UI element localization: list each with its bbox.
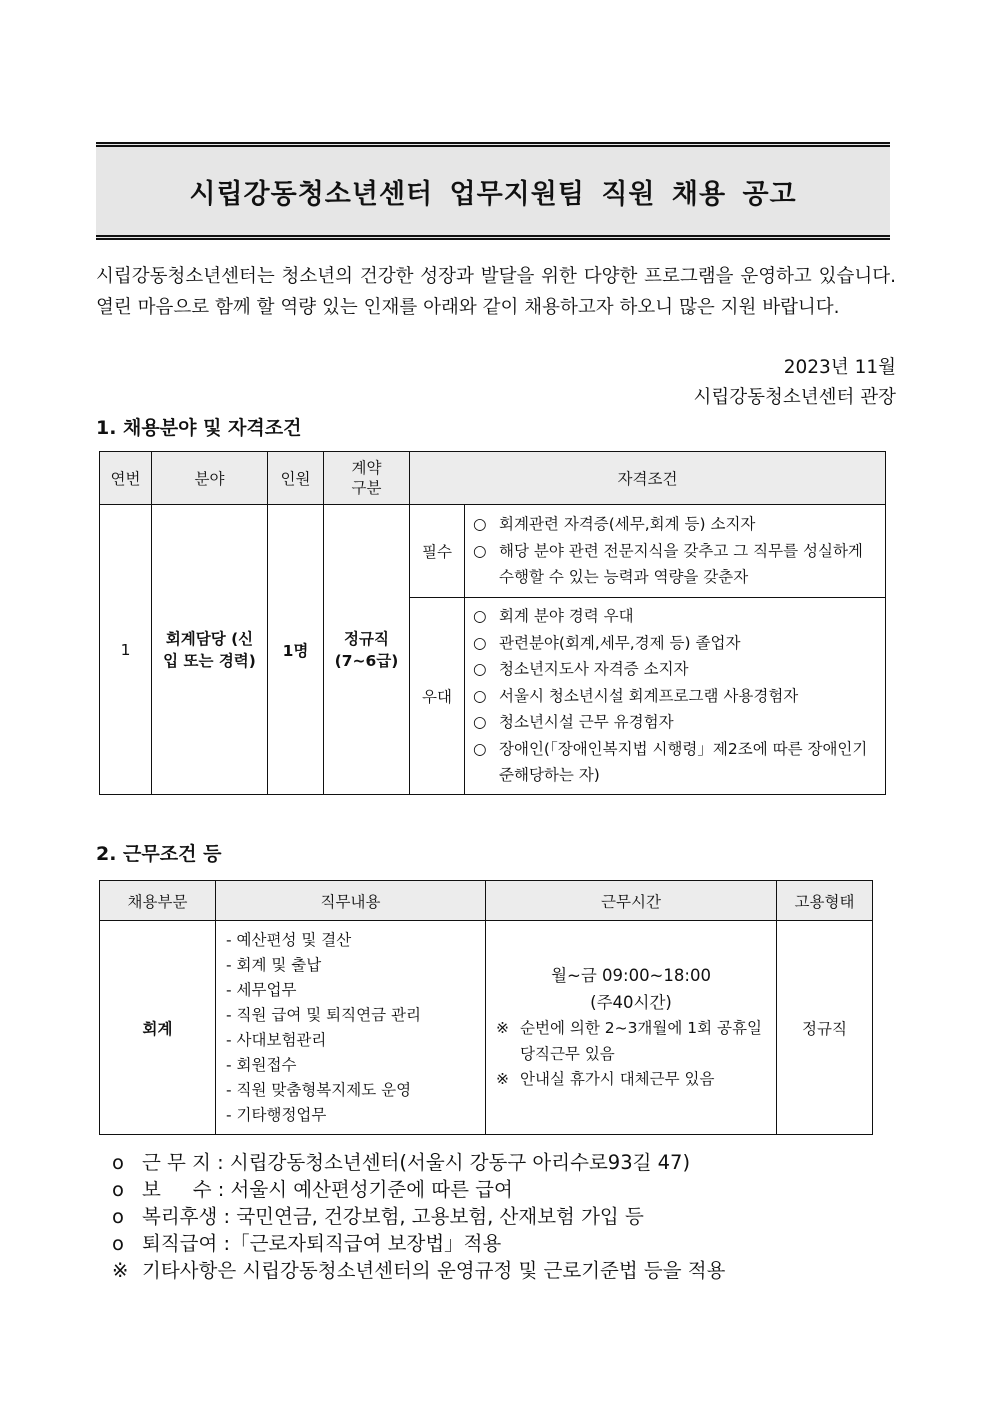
preferred-item-2: 관련분야(회계,세무,경제 등) 졸업자 (499, 633, 741, 652)
preferred-item-6: 장애인(「장애인복지법 시행령」제2조에 따른 장애인기준해당하는 자) (499, 739, 868, 785)
reference-mark-icon: ※ (112, 1259, 129, 1282)
work-conditions-header (100, 881, 873, 921)
circle-bullet-icon: ○ (473, 739, 487, 758)
preferred-list (465, 598, 886, 795)
qualification-table-header (100, 452, 886, 505)
bullet-icon: o (112, 1151, 124, 1174)
footer-line (112, 1257, 725, 1284)
list-item (473, 656, 879, 683)
header-qualification: 자격조건 (410, 452, 886, 505)
circle-bullet-icon: ○ (473, 541, 487, 560)
list-item: - 회원접수 (226, 1055, 297, 1074)
header-contract-label: 계약 구분 (351, 459, 382, 497)
hours-note (496, 1016, 766, 1067)
list-item (473, 603, 879, 630)
list-item (473, 511, 879, 538)
hours-main: 월~금 09:00~18:00 (551, 966, 711, 986)
list-item: - 직원 급여 및 퇴직연금 관리 (226, 1005, 421, 1024)
required-item-2: 해당 분야 관련 전문지식을 갖추고 그 직무를 성실하게 수행할 수 있는 능력과 역량을 갖춘자 (499, 541, 863, 587)
header-contract (324, 452, 410, 505)
circle-bullet-icon: ○ (473, 660, 487, 679)
row-field-text: 회계담당 (신입 또는 경력) (163, 629, 256, 670)
header-no: 연번 (100, 452, 152, 505)
bullet-icon: o (112, 1232, 124, 1255)
header-duties: 직무내용 (216, 881, 486, 921)
header-type: 고용형태 (777, 881, 873, 921)
hours-note-2: 안내실 휴가시 대체근무 있음 (520, 1070, 715, 1089)
announcement-date: 2023년 11월 (783, 357, 896, 378)
header-field: 분야 (152, 452, 268, 505)
list-item (473, 683, 879, 710)
header-count: 인원 (268, 452, 324, 505)
work-conditions-table (99, 880, 873, 1135)
duties-list (216, 921, 486, 1135)
reference-mark-icon: ※ (496, 1019, 509, 1038)
row-contract-text: 정규직 (7~6급) (334, 629, 399, 670)
footer-benefits: 복리후생 : 국민연금, 건강보험, 고용보험, 산재보험 가입 등 (142, 1205, 644, 1228)
reference-mark-icon: ※ (496, 1070, 509, 1089)
section1-title: 1. 채용분야 및 자격조건 (96, 417, 302, 439)
circle-bullet-icon: ○ (473, 686, 487, 705)
row-field (152, 505, 268, 795)
header-hours: 근무시간 (486, 881, 777, 921)
qualification-table (99, 451, 886, 795)
qualification-row-required (100, 505, 886, 598)
required-item-1: 회계관련 자격증(세무,회계 등) 소지자 (499, 515, 756, 534)
header-dept: 채용부문 (100, 881, 216, 921)
list-item: - 세무업무 (226, 980, 297, 999)
footer-notes (112, 1149, 725, 1284)
hours-note-1: 순번에 의한 2~3개월에 1회 공휴일 당직근무 있음 (520, 1019, 762, 1063)
preferred-label: 우대 (410, 598, 465, 795)
list-item (473, 709, 879, 736)
hours-note (496, 1067, 766, 1093)
row-dept: 회계 (100, 921, 216, 1135)
work-conditions-row (100, 921, 873, 1135)
footer-retirement: 퇴직급여 :「근로자퇴직급여 보장법」적용 (142, 1232, 502, 1255)
footer-line (112, 1230, 725, 1257)
row-employment-type: 정규직 (777, 921, 873, 1135)
preferred-item-4: 서울시 청소년시설 회계프로그램 사용경험자 (499, 686, 799, 705)
section2-title: 2. 근무조건 등 (96, 843, 222, 865)
preferred-item-1: 회계 분야 경력 우대 (499, 607, 634, 626)
footer-location: 근 무 지 : 시립강동청소년센터(서울시 강동구 아리수로93길 47) (142, 1151, 691, 1174)
circle-bullet-icon: ○ (473, 633, 487, 652)
issuer: 시립강동청소년센터 관장 (693, 387, 896, 408)
title-banner (96, 142, 890, 240)
preferred-item-3: 청소년지도사 자격증 소지자 (499, 660, 689, 679)
intro-paragraph: 시립강동청소년센터는 청소년의 건강한 성장과 발달을 위한 다양한 프로그램을 운영하고 있습니다. 열린 마음으로 함께 할 역량 있는 인재를 아래와 같이 채용하고자 하오니 많은 지원 바랍니다. (96, 266, 896, 318)
footer-line (112, 1149, 725, 1176)
row-contract (324, 505, 410, 795)
required-label: 필수 (410, 505, 465, 598)
bullet-icon: o (112, 1205, 124, 1228)
preferred-item-5: 청소년시설 근무 유경험자 (499, 713, 674, 732)
row-no: 1 (100, 505, 152, 795)
list-item (473, 538, 879, 591)
list-item: - 기타행정업무 (226, 1105, 327, 1124)
list-item: - 예산편성 및 결산 (226, 930, 352, 949)
list-item: - 회계 및 출납 (226, 955, 322, 974)
row-count: 1명 (268, 505, 324, 795)
footer-salary: 보 수 : 서울시 예산편성기준에 따른 급여 (142, 1178, 513, 1201)
required-list (465, 505, 886, 598)
circle-bullet-icon: ○ (473, 713, 487, 732)
footer-line (112, 1203, 725, 1230)
hours-sub: (주40시간) (590, 993, 672, 1013)
bullet-icon: o (112, 1178, 124, 1201)
footer-misc: 기타사항은 시립강동청소년센터의 운영규정 및 근로기준법 등을 적용 (142, 1259, 726, 1282)
work-hours (486, 921, 777, 1135)
list-item (473, 630, 879, 657)
circle-bullet-icon: ○ (473, 515, 487, 534)
list-item: - 사대보험관리 (226, 1030, 327, 1049)
page-title: 시립강동청소년센터 업무지원팀 직원 채용 공고 (189, 178, 797, 210)
circle-bullet-icon: ○ (473, 607, 487, 626)
list-item: - 직원 맞춤형복지제도 운영 (226, 1080, 412, 1099)
footer-line (112, 1176, 725, 1203)
list-item (473, 736, 879, 789)
